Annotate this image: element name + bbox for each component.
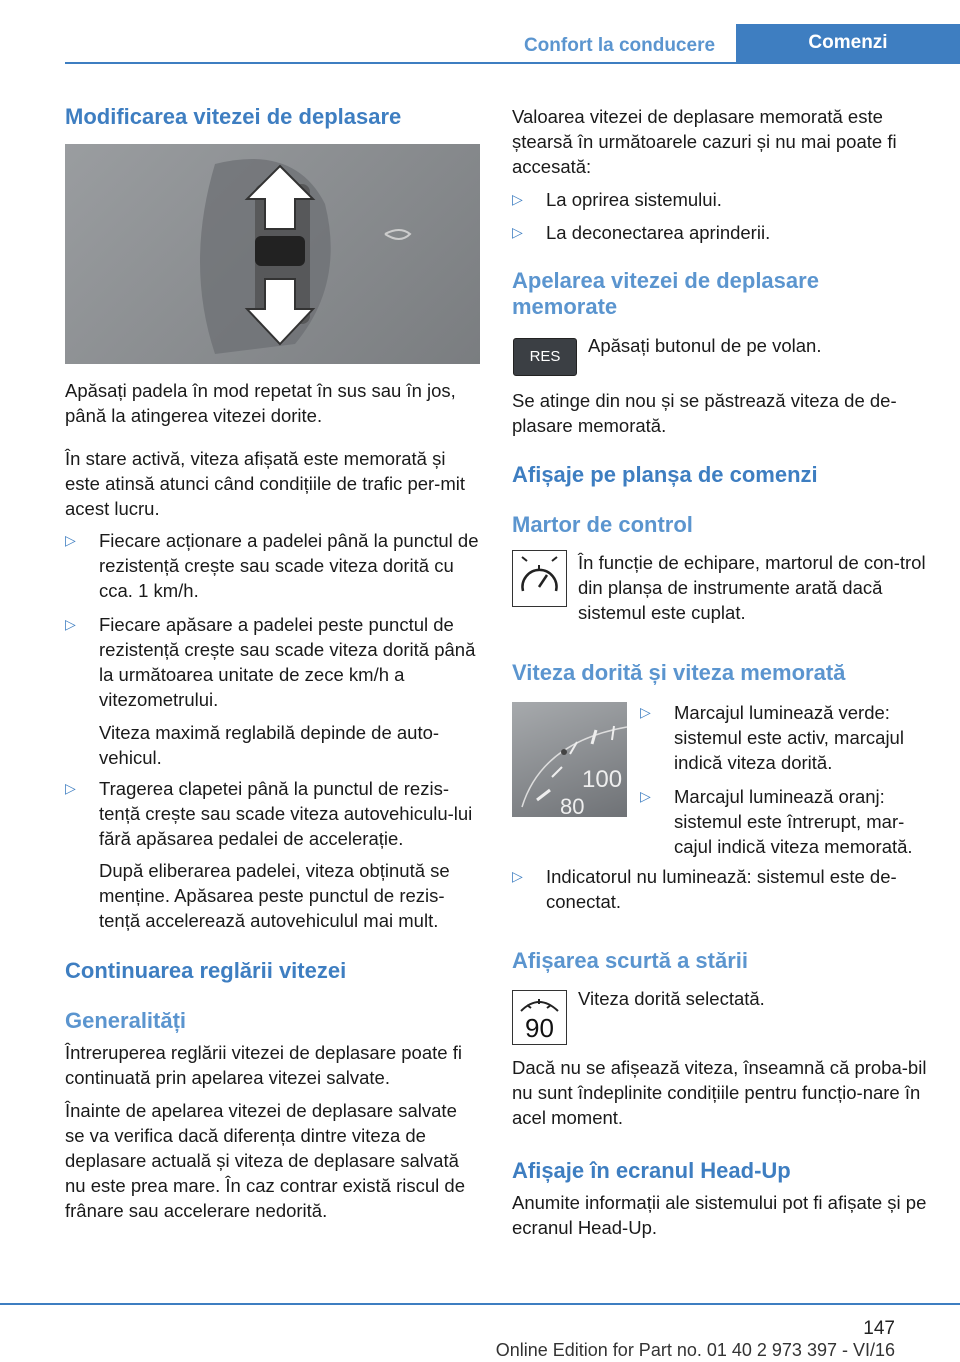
list-sub-paragraph: Viteza maximă reglabilă depinde de auto‐vehicul. bbox=[99, 722, 440, 768]
para-intreruperea: Întreruperea reglării vitezei de deplasare poate fi continuată prin apelarea vitezei salvate. bbox=[65, 1042, 462, 1088]
heading-afisarea-scurta: Afișarea scurtă a stării bbox=[512, 948, 749, 973]
triangle-bullet-icon: ▷ bbox=[512, 224, 523, 240]
heading-generalitati: Generalități bbox=[65, 1008, 187, 1033]
heading-modificarea: Modificarea vitezei de deplasare bbox=[65, 104, 402, 129]
res-button-icon: RES bbox=[513, 338, 577, 376]
speedometer-image bbox=[512, 702, 627, 817]
para-apasati: Apăsați padela în mod repetat în sus sau în jos, până la atingerea vitezei dorite. bbox=[65, 380, 456, 426]
para-daca-nu: Dacă nu se afișează viteza, înseamnă că proba‐bil nu sunt îndeplinite condițiile pentru funcțio‐nare în acel moment. bbox=[512, 1057, 927, 1128]
para-stare-activa: În stare activă, viteza afișată este memorată și este atinsă atunci când condițiile de trafic per‐mit acest lucru. bbox=[65, 448, 466, 519]
para-valoarea: Valoarea vitezei de deplasare memorată este ștearsă în următoarele cazuri și nu mai poate fi accesată: bbox=[512, 106, 897, 177]
steering-wheel-image bbox=[65, 144, 480, 364]
para-res: Apăsați butonul de pe volan. bbox=[588, 335, 822, 356]
para-viteza-selectata: Viteza dorită selectată. bbox=[578, 988, 765, 1009]
para-se-atinge: Se atinge din nou și se păstrează viteza de de‐plasare memorată. bbox=[512, 390, 897, 436]
triangle-bullet-icon: ▷ bbox=[65, 780, 76, 796]
speed-90-status-icon bbox=[512, 990, 567, 1045]
heading-martor: Martor de control bbox=[512, 512, 693, 537]
footer-edition: Online Edition for Part no. 01 40 2 973 397 - VI/16 bbox=[495, 1340, 895, 1360]
cruise-control-indicator-icon bbox=[512, 550, 567, 607]
header-tab[interactable]: Comenzi bbox=[736, 24, 960, 62]
speedo-100-label: 100 bbox=[582, 766, 623, 793]
speedo-80-label: 80 bbox=[560, 794, 585, 817]
heading-head-up: Afișaje în ecranul Head-Up bbox=[512, 1158, 791, 1183]
header-section: Confort la conducere bbox=[523, 35, 716, 56]
footer-rule bbox=[0, 1303, 960, 1305]
triangle-bullet-icon: ▷ bbox=[512, 191, 523, 207]
heading-viteza-dorita: Viteza dorită și viteza memorată bbox=[512, 660, 846, 685]
triangle-bullet-icon: ▷ bbox=[640, 704, 651, 720]
page-number: 147 bbox=[863, 1318, 895, 1339]
triangle-bullet-icon: ▷ bbox=[65, 532, 76, 548]
list-sub-paragraph: După eliberarea padelei, viteza obținută se menține. Apăsarea peste punctul de rezis‐tență accelerează autovehiculul mai mult. bbox=[99, 860, 450, 931]
triangle-bullet-icon: ▷ bbox=[65, 616, 76, 632]
triangle-bullet-icon: ▷ bbox=[640, 788, 651, 804]
heading-continuarea: Continuarea reglării vitezei bbox=[65, 958, 347, 983]
heading-apelarea: Apelarea vitezei de deplasare memorate bbox=[512, 268, 819, 319]
para-anumite: Anumite informații ale sistemului pot fi afișate și pe ecranul Head-Up. bbox=[512, 1192, 927, 1238]
heading-afisaje-plansa: Afișaje pe planșa de comenzi bbox=[512, 462, 818, 487]
header-rule bbox=[65, 62, 960, 64]
triangle-bullet-icon: ▷ bbox=[512, 868, 523, 884]
para-martor: În funcție de echipare, martorul de con‐trol din planșa de instrumente arată dacă sistemul este cuplat. bbox=[578, 552, 926, 623]
speed-90-label: 90 bbox=[525, 1013, 554, 1043]
para-inainte: Înainte de apelarea vitezei de deplasare salvate se va verifica dacă diferența dintre viteza de deplasare actuală și viteza de deplasare salvată nu este prea mare. În caz contrar există riscul de frânare sau accelerare nedorită. bbox=[65, 1100, 465, 1221]
